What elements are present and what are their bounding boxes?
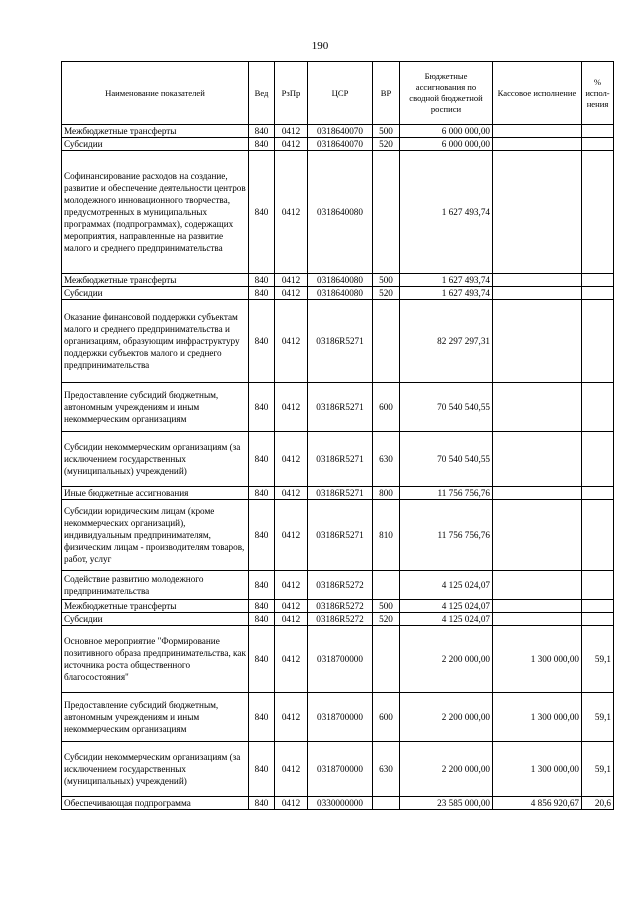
- row-vr: 500: [373, 125, 400, 138]
- row-ved: 840: [249, 138, 275, 151]
- row-rzpr: 0412: [275, 487, 308, 500]
- row-name: Субсидии: [62, 613, 249, 626]
- row-name: Иные бюджетные ассигнования: [62, 487, 249, 500]
- row-cash: 4 856 920,67: [493, 797, 582, 810]
- row-name: Предоставление субсидий бюджетным, автономным учреждениям и иным некоммерческим организациям: [62, 383, 249, 432]
- row-rzpr: 0412: [275, 571, 308, 600]
- header-csr: ЦСР: [308, 62, 373, 125]
- row-name: Основное мероприятие "Формирование позитивного образа предпринимательства, как источника роста общественного благосостояния": [62, 626, 249, 693]
- row-name: Межбюджетные трансферты: [62, 274, 249, 287]
- row-budget: 1 627 493,74: [400, 287, 493, 300]
- row-vr: 800: [373, 487, 400, 500]
- row-ved: 840: [249, 500, 275, 571]
- row-vr: 630: [373, 742, 400, 797]
- row-pct: [582, 487, 614, 500]
- row-ved: 840: [249, 274, 275, 287]
- row-budget: 4 125 024,07: [400, 613, 493, 626]
- header-name: Наименование показателей: [62, 62, 249, 125]
- row-ved: 840: [249, 626, 275, 693]
- row-cash: [493, 125, 582, 138]
- table-row: [62, 742, 614, 797]
- table-row: [62, 138, 614, 151]
- header-ved: Вед: [249, 62, 275, 125]
- row-vr: [373, 151, 400, 274]
- row-name: Предоставление субсидий бюджетным, автономным учреждениям и иным некоммерческим организациям: [62, 693, 249, 742]
- row-csr: 0318640070: [308, 138, 373, 151]
- header-pct: % испол-нения: [582, 62, 614, 125]
- table-row: [62, 626, 614, 693]
- row-cash: [493, 300, 582, 383]
- row-csr: 0318640080: [308, 287, 373, 300]
- table-row: [62, 125, 614, 138]
- row-cash: [493, 287, 582, 300]
- row-vr: 500: [373, 600, 400, 613]
- row-name: Субсидии некоммерческим организациям (за исключением государственных (муниципальных) учреждений): [62, 432, 249, 487]
- row-rzpr: 0412: [275, 383, 308, 432]
- row-rzpr: 0412: [275, 432, 308, 487]
- row-cash: [493, 487, 582, 500]
- row-cash: [493, 274, 582, 287]
- header-rzpr: РзПр: [275, 62, 308, 125]
- row-name: Межбюджетные трансферты: [62, 600, 249, 613]
- row-budget: 6 000 000,00: [400, 125, 493, 138]
- row-rzpr: 0412: [275, 500, 308, 571]
- row-rzpr: 0412: [275, 300, 308, 383]
- row-csr: 0318700000: [308, 626, 373, 693]
- row-csr: 03186R5271: [308, 432, 373, 487]
- row-pct: [582, 300, 614, 383]
- row-ved: 840: [249, 600, 275, 613]
- row-ved: 840: [249, 287, 275, 300]
- row-pct: [582, 383, 614, 432]
- row-cash: [493, 600, 582, 613]
- row-cash: 1 300 000,00: [493, 626, 582, 693]
- row-pct: [582, 571, 614, 600]
- row-vr: 600: [373, 693, 400, 742]
- row-vr: 630: [373, 432, 400, 487]
- row-cash: [493, 613, 582, 626]
- row-rzpr: 0412: [275, 125, 308, 138]
- row-ved: 840: [249, 487, 275, 500]
- table-row: [62, 693, 614, 742]
- row-pct: [582, 287, 614, 300]
- row-budget: 70 540 540,55: [400, 383, 493, 432]
- row-vr: [373, 626, 400, 693]
- row-vr: 500: [373, 274, 400, 287]
- row-csr: 03186R5271: [308, 487, 373, 500]
- row-pct: 59,1: [582, 693, 614, 742]
- row-budget: 6 000 000,00: [400, 138, 493, 151]
- row-budget: 4 125 024,07: [400, 571, 493, 600]
- table-row: [62, 487, 614, 500]
- row-budget: 2 200 000,00: [400, 693, 493, 742]
- row-cash: [493, 383, 582, 432]
- row-budget: 2 200 000,00: [400, 742, 493, 797]
- row-csr: 03186R5271: [308, 383, 373, 432]
- row-rzpr: 0412: [275, 626, 308, 693]
- row-csr: 0318640080: [308, 274, 373, 287]
- row-vr: [373, 797, 400, 810]
- row-ved: 840: [249, 797, 275, 810]
- row-ved: 840: [249, 151, 275, 274]
- table-row: [62, 151, 614, 274]
- row-ved: 840: [249, 383, 275, 432]
- row-ved: 840: [249, 742, 275, 797]
- row-csr: 0318640080: [308, 151, 373, 274]
- row-pct: 59,1: [582, 626, 614, 693]
- table-row: [62, 432, 614, 487]
- row-budget: 2 200 000,00: [400, 626, 493, 693]
- row-cash: 1 300 000,00: [493, 742, 582, 797]
- row-cash: [493, 432, 582, 487]
- row-budget: 1 627 493,74: [400, 274, 493, 287]
- row-csr: 03186R5272: [308, 613, 373, 626]
- row-ved: 840: [249, 571, 275, 600]
- row-csr: 03186R5272: [308, 571, 373, 600]
- row-name: Содействие развитию молодежного предпринимательства: [62, 571, 249, 600]
- row-pct: [582, 151, 614, 274]
- row-budget: 4 125 024,07: [400, 600, 493, 613]
- row-rzpr: 0412: [275, 600, 308, 613]
- header-budget: Бюджетные ассигнования по сводной бюджетной росписи: [400, 62, 493, 125]
- row-vr: [373, 300, 400, 383]
- table-row: [62, 600, 614, 613]
- row-pct: [582, 274, 614, 287]
- header-row: [62, 62, 614, 125]
- row-cash: [493, 138, 582, 151]
- row-vr: 520: [373, 287, 400, 300]
- row-vr: 600: [373, 383, 400, 432]
- budget-table: [61, 61, 614, 810]
- row-csr: 0318700000: [308, 742, 373, 797]
- row-rzpr: 0412: [275, 151, 308, 274]
- header-vr: ВР: [373, 62, 400, 125]
- row-name: Обеспечивающая подпрограмма: [62, 797, 249, 810]
- row-ved: 840: [249, 300, 275, 383]
- row-pct: [582, 500, 614, 571]
- row-pct: [582, 138, 614, 151]
- row-rzpr: 0412: [275, 138, 308, 151]
- row-name: Оказание финансовой поддержки субъектам малого и среднего предпринимательства и организациям, образующим инфраструктуру поддержки субъектов малого и среднего предпринимательства: [62, 300, 249, 383]
- row-ved: 840: [249, 125, 275, 138]
- row-budget: 11 756 756,76: [400, 500, 493, 571]
- row-name: Софинансирование расходов на создание, развитие и обеспечение деятельности центров молодежного инновационного творчества, предусмотренных в муниципальных программах (подпрограммах), содержащих мероприятия, направленные на развитие малого и среднего предпринимательства: [62, 151, 249, 274]
- row-budget: 82 297 297,31: [400, 300, 493, 383]
- table-row: [62, 613, 614, 626]
- row-csr: 0330000000: [308, 797, 373, 810]
- row-csr: 03186R5272: [308, 600, 373, 613]
- row-pct: [582, 600, 614, 613]
- row-csr: 03186R5271: [308, 300, 373, 383]
- row-pct: [582, 432, 614, 487]
- row-pct: [582, 125, 614, 138]
- row-rzpr: 0412: [275, 613, 308, 626]
- row-name: Межбюджетные трансферты: [62, 125, 249, 138]
- row-budget: 23 585 000,00: [400, 797, 493, 810]
- table-row: [62, 287, 614, 300]
- table-row: [62, 300, 614, 383]
- page-number: 190: [311, 40, 329, 52]
- row-vr: 520: [373, 138, 400, 151]
- row-cash: [493, 500, 582, 571]
- row-vr: [373, 571, 400, 600]
- row-csr: 03186R5271: [308, 500, 373, 571]
- row-pct: 59,1: [582, 742, 614, 797]
- table-row: [62, 797, 614, 810]
- row-vr: 520: [373, 613, 400, 626]
- table-row: [62, 274, 614, 287]
- row-rzpr: 0412: [275, 274, 308, 287]
- table-row: [62, 383, 614, 432]
- row-name: Субсидии юридическим лицам (кроме некоммерческих организаций), индивидуальным предпринимателям, физическим лицам - производителям товаров, работ, услуг: [62, 500, 249, 571]
- row-pct: [582, 613, 614, 626]
- row-cash: 1 300 000,00: [493, 693, 582, 742]
- row-csr: 0318700000: [308, 693, 373, 742]
- row-budget: 70 540 540,55: [400, 432, 493, 487]
- row-rzpr: 0412: [275, 287, 308, 300]
- row-name: Субсидии некоммерческим организациям (за исключением государственных (муниципальных) учреждений): [62, 742, 249, 797]
- row-name: Субсидии: [62, 138, 249, 151]
- table-row: [62, 571, 614, 600]
- row-ved: 840: [249, 693, 275, 742]
- table-row: [62, 500, 614, 571]
- row-cash: [493, 571, 582, 600]
- row-pct: 20,6: [582, 797, 614, 810]
- row-budget: 1 627 493,74: [400, 151, 493, 274]
- header-cash: Кассовое исполнение: [493, 62, 582, 125]
- row-cash: [493, 151, 582, 274]
- row-budget: 11 756 756,76: [400, 487, 493, 500]
- row-ved: 840: [249, 613, 275, 626]
- row-name: Субсидии: [62, 287, 249, 300]
- row-csr: 0318640070: [308, 125, 373, 138]
- row-ved: 840: [249, 432, 275, 487]
- row-rzpr: 0412: [275, 693, 308, 742]
- row-rzpr: 0412: [275, 797, 308, 810]
- row-rzpr: 0412: [275, 742, 308, 797]
- row-vr: 810: [373, 500, 400, 571]
